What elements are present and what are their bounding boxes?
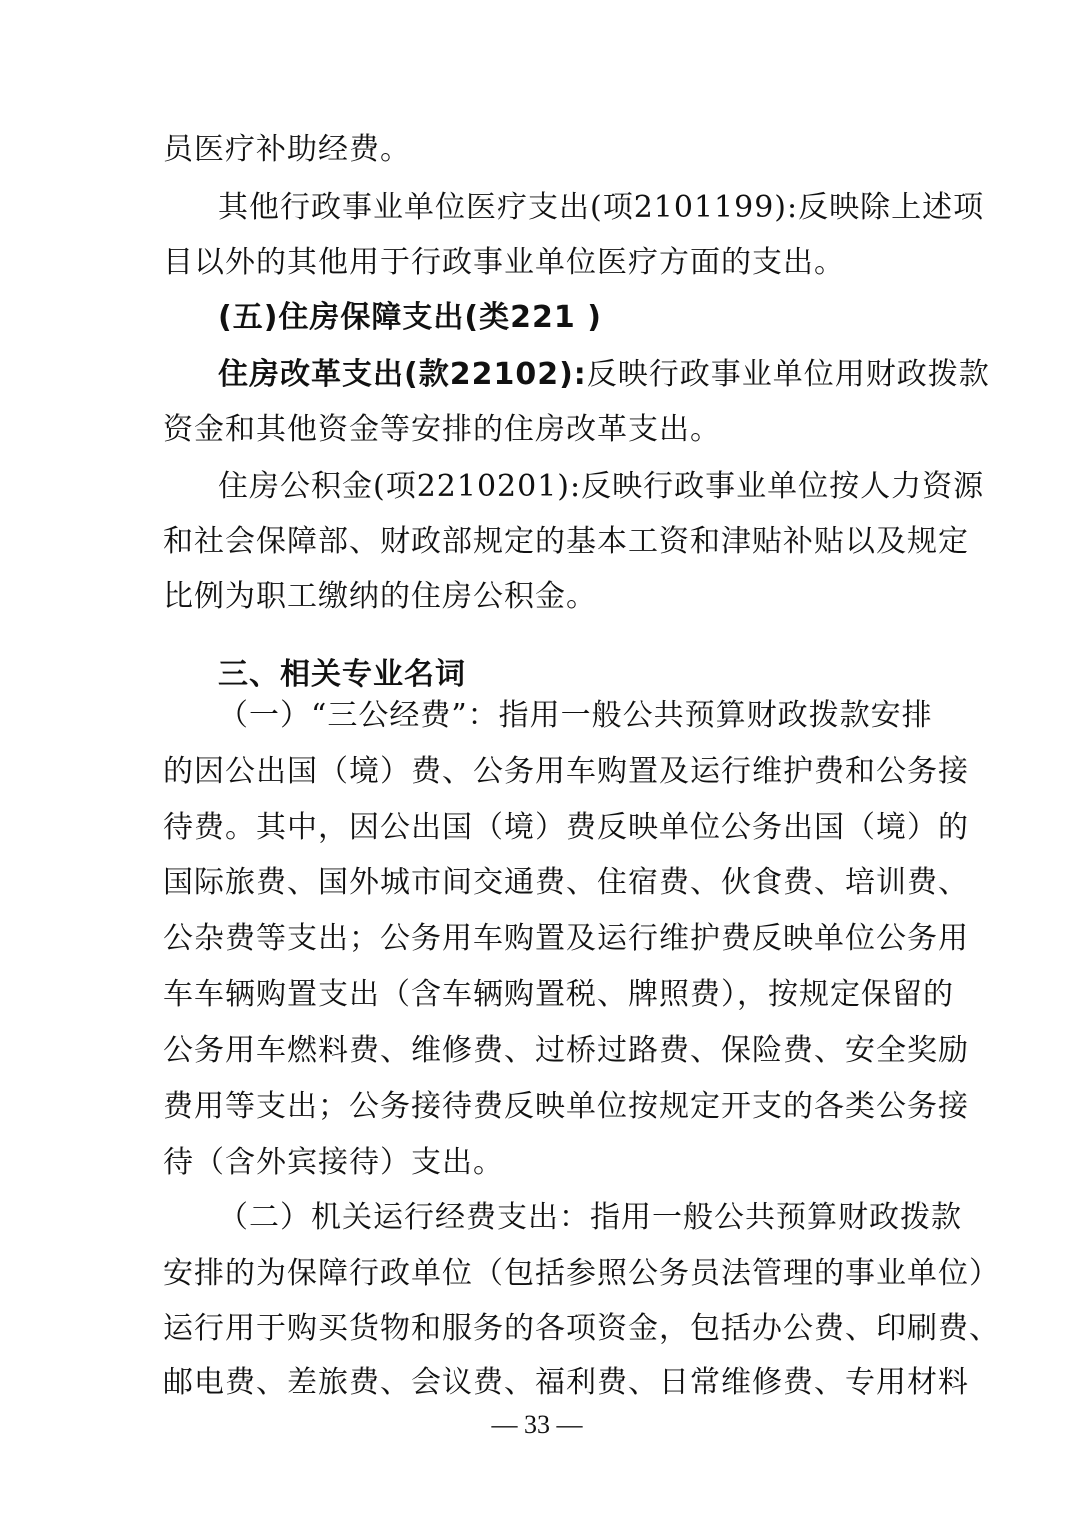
text-line: 住房公积金(项2210201):反映行政事业单位按人力资源 xyxy=(218,469,985,504)
text-line: 目以外的其他用于行政事业单位医疗方面的支出。 xyxy=(163,245,845,280)
text-line: 员医疗补助经费。 xyxy=(163,132,411,167)
chapter-heading: 三、相关专业名词 xyxy=(218,657,466,692)
text-line: （二）机关运行经费支出：指用一般公共预算财政拨款 xyxy=(218,1200,962,1235)
text-line: 资金和其他资金等安排的住房改革支出。 xyxy=(163,412,721,447)
text-line: 公杂费等支出；公务用车购置及运行维护费反映单位公务用 xyxy=(163,921,969,956)
page-number: — 33 — xyxy=(491,1410,583,1439)
section-heading: (五)住房保障支出(类221 ) xyxy=(218,300,602,335)
text-line: 和社会保障部、财政部规定的基本工资和津贴补贴以及规定 xyxy=(163,524,969,559)
text-line: 待费。其中，因公出国（境）费反映单位公务出国（境）的 xyxy=(163,810,969,845)
text-line: 待（含外宾接待）支出。 xyxy=(163,1145,504,1180)
term-label: 住房改革支出(款22102): xyxy=(218,357,587,392)
text-line: 比例为职工缴纳的住房公积金。 xyxy=(163,579,597,614)
text-line: （一）“三公经费”：指用一般公共预算财政拨款安排 xyxy=(218,698,933,733)
text-line: 其他行政事业单位医疗支出(项2101199):反映除上述项 xyxy=(218,190,985,225)
term-description: 反映行政事业单位用财政拨款 xyxy=(586,357,990,392)
text-line: 费用等支出；公务接待费反映单位按规定开支的各类公务接 xyxy=(163,1089,969,1124)
text-line: 安排的为保障行政单位（包括参照公务员法管理的事业单位） xyxy=(163,1256,1000,1291)
text-line: 邮电费、差旅费、会议费、福利费、日常维修费、专用材料 xyxy=(163,1365,969,1400)
text-line: 运行用于购买货物和服务的各项资金，包括办公费、印刷费、 xyxy=(163,1311,1000,1346)
text-line: 公务用车燃料费、维修费、过桥过路费、保险费、安全奖励 xyxy=(163,1033,969,1068)
text-line: 车车辆购置支出（含车辆购置税、牌照费），按规定保留的 xyxy=(163,977,954,1012)
text-line xyxy=(218,355,990,395)
text-line: 国际旅费、国外城市间交通费、住宿费、伙食费、培训费、 xyxy=(163,865,969,900)
text-line: 的因公出国（境）费、公务用车购置及运行维护费和公务接 xyxy=(163,754,969,789)
